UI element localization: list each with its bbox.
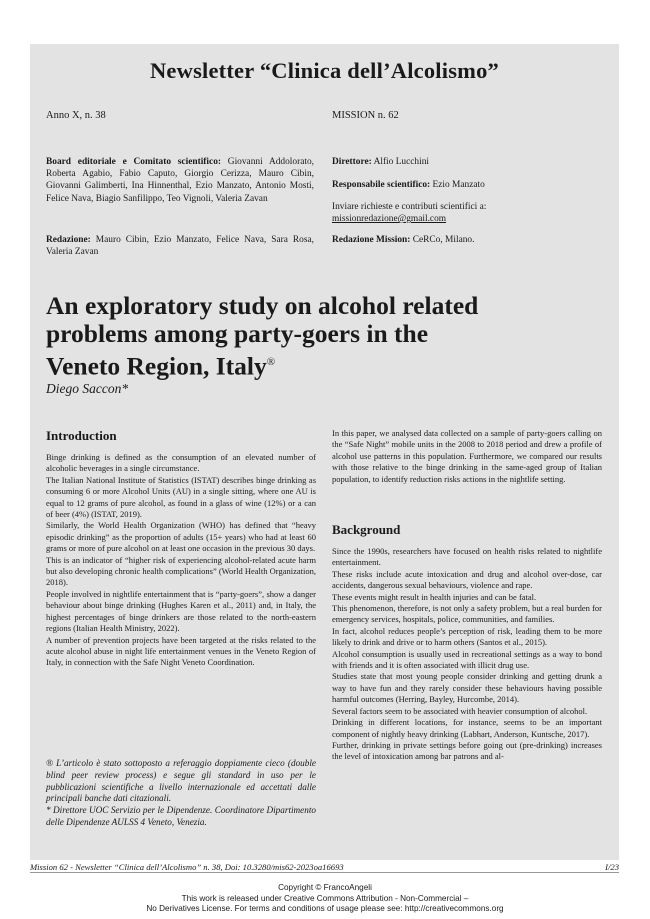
redazione-mission-label: Redazione Mission: bbox=[332, 235, 411, 245]
review-note: ® L’articolo è stato sottoposto a referaggio doppiamente cieco (double blind peer review process) e segue gli standard in uso per le pubblicazioni scientifiche a livello internazionale ed accettati dalle principali banche dati citazionali. bbox=[46, 758, 316, 804]
intro-body bbox=[46, 452, 316, 669]
article-title-text: An exploratory study on alcohol related problems among party-goers in the Veneto Region, Italy bbox=[46, 291, 479, 381]
responsabile bbox=[332, 179, 602, 191]
direttore-label: Direttore: bbox=[332, 157, 372, 167]
background-paragraph: Several factors seem to be associated with heavier consumption of alcohol. bbox=[332, 705, 588, 716]
intro-paragraph: This is an indicator of “higher risk of experiencing alcohol-related acute harm but also developing chronic health complications” (World Health Organization, 2018). bbox=[46, 554, 316, 588]
peer-review-mark: ® bbox=[266, 356, 276, 368]
article-title bbox=[46, 292, 506, 381]
background-paragraph: Studies state that most young people consider drinking and getting drunk a way to have fun and they rarely consider these behaviours having possible harmful outcomes (Herring, Bayley, Hurcombe, 2014). bbox=[332, 671, 602, 705]
direttore bbox=[332, 156, 602, 168]
responsabile-label: Responsabile scientifico: bbox=[332, 180, 431, 190]
redazione-mission-text: CeRCo, Milano. bbox=[412, 235, 475, 245]
copyright-notice bbox=[0, 883, 650, 915]
direttore-name: Alfio Lucchini bbox=[373, 157, 430, 167]
background-paragraph: Further, drinking in private settings before going out (pre-drinking) increases the level of intoxication among bar patrons and al- bbox=[332, 739, 602, 762]
redazione-mission bbox=[332, 234, 602, 246]
redazione bbox=[46, 234, 314, 258]
page-number: I/23 bbox=[605, 862, 619, 872]
background-paragraph: In fact, alcohol reduces people’s perception of risk, leading them to be more likely to drink and drive or to harm others (Santos et al., 2015). bbox=[332, 625, 602, 648]
background-paragraph: Alcohol consumption is usually used in recreational settings as a way to bond with friends and it is often associated with illicit drug use. bbox=[332, 648, 602, 671]
background-paragraph: These risks include acute intoxication and drug and alcohol over-dose, car accidents, dangerous sexual behaviours, violence and rape. bbox=[332, 568, 602, 591]
license-line: This work is released under Creative Commons Attribution - Non-Commercial – bbox=[181, 893, 469, 903]
author: Diego Saccon* bbox=[46, 381, 129, 396]
background-body bbox=[332, 546, 602, 763]
contact-text: Inviare richieste e contributi scientifici a: bbox=[332, 202, 487, 212]
author-affiliation: * Direttore UOC Servizio per le Dipendenze. Coordinatore Dipartimento delle Dipendenze AULSS 4 Veneto, Venezia. bbox=[46, 805, 316, 827]
intro-paragraph: Binge drinking is defined as the consumption of an elevated number of alcoholic beverages in a single circumstance. bbox=[46, 452, 316, 474]
redazione-members: Mauro Cibin, Ezio Manzato, Felice Nava, Sara Rosa, Valeria Zavan bbox=[46, 235, 315, 258]
copyright-line: Copyright © FrancoAngeli bbox=[278, 883, 372, 892]
board-label: Board editoriale e Comitato scientifico: bbox=[46, 157, 222, 167]
intro-paragraph: A number of prevention projects have been targeted at the risks related to the acute alcohol abuse in night life entertainment venues in the Veneto Region of Italy, in connection with the Safe Night Veneto Coordination. bbox=[46, 634, 316, 668]
footer-divider bbox=[30, 872, 619, 873]
board-members: Giovanni Addolorato, Roberta Agabio, Fabio Caputo, Giorgio Cerizza, Mauro Cibin, Giovanni Galimberti, Ina Hinnenthal, Ezio Manzato, Antonio Mosti, Felice Nava, Biagio Sanfilippo, Teo Vignoli, Valeria Zavan bbox=[46, 157, 314, 204]
mission-number: MISSION n. 62 bbox=[332, 110, 399, 121]
intro-paragraph: The Italian National Institute of Statistics (ISTAT) describes binge drinking as consuming 6 or more Alcohol Units (AU) in a single sitting, where one AU is equal to 12 grams of pure alcohol, as found in a glass of wine (12%) or a can of beer (4%) (ISTAT, 2019). bbox=[46, 474, 316, 520]
issue-number: Anno X, n. 38 bbox=[46, 110, 106, 121]
email-link[interactable]: missionredazione@gmail.com bbox=[332, 214, 447, 225]
footer-citation: Mission 62 - Newsletter “Clinica dell’Alcolismo” n. 38, Doi: 10.3280/mis62-2023oa16693 bbox=[30, 862, 344, 872]
background-paragraph: Drinking in different locations, for instance, seems to be an important component of nightly heavy drinking (Labhart, Anderson, Kuntsche, 2017). bbox=[332, 717, 602, 739]
redazione-label: Redazione: bbox=[46, 235, 91, 245]
intro-paragraph: People involved in nightlife entertainment that is “party-goers”, show a danger behaviour about binge drinking (Hughes Karen et al., 2011) and, in Italy, the highest percentages of binge drinkers are those related to the north-eastern regions (Italian Health Ministry, 2022). bbox=[46, 588, 316, 634]
intro-paragraph: Similarly, the World Health Organization (WHO) has defined that “heavy episodic drinking” as the proportion of adults (15+ years) who had at least 60 grams or more of pure alcohol on at least one occasion in the previous 30 days. bbox=[46, 520, 316, 554]
newsletter-title: Newsletter “Clinica dell’Alcolismo” bbox=[149, 58, 499, 83]
background-paragraph: This phenomenon, therefore, is not only a safety problem, but a real burden for emergency services, hospitals, police, communities, and families. bbox=[332, 603, 602, 625]
background-paragraph: These events might result in health injuries and can be fatal. bbox=[332, 591, 537, 602]
background-paragraph: Since the 1990s, researchers have focused on health risks related to nightlife entertainment. bbox=[332, 546, 602, 568]
contact-block bbox=[332, 201, 602, 225]
responsabile-name: Ezio Manzato bbox=[432, 180, 485, 190]
intro-continued: In this paper, we analysed data collected on a sample of party-goers calling on the “Safe Night” mobile units in the 2008 to 2018 period and drew a profile of alcohol use patterns in this population. Furthermore, we compared our results with those relative to the binge drinking in the same-aged group of Italian population, to identify reduction risks actions in the nightlife setting. bbox=[332, 428, 602, 484]
license-url-line: No Derivatives License. For terms and conditions of usage please see: http://creativecommons.org bbox=[146, 904, 504, 914]
footnote bbox=[46, 758, 316, 829]
background-heading: Background bbox=[332, 522, 401, 537]
intro-heading: Introduction bbox=[46, 428, 117, 443]
editorial-board bbox=[46, 156, 314, 205]
